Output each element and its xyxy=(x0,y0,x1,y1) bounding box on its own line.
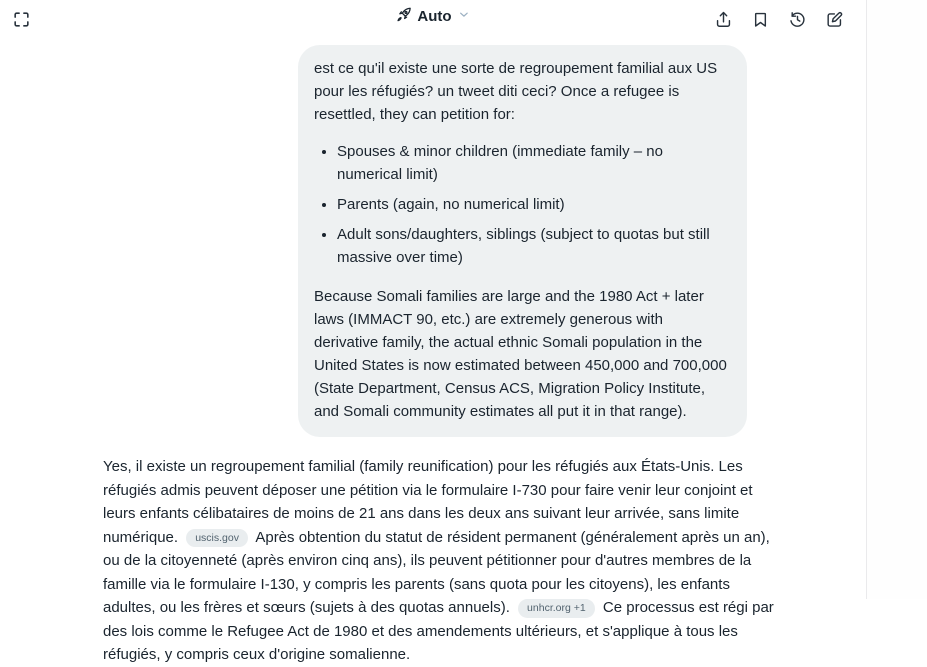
edit-icon xyxy=(825,10,844,29)
chevron-down-icon xyxy=(458,8,471,25)
fullscreen-icon xyxy=(12,10,31,29)
citation-chip-unhcr[interactable]: unhcr.org +1 xyxy=(518,599,595,618)
user-message-intro: est ce qu'il existe une sorte de regroupement familial aux US pour les réfugiés? un tweet diti ceci? Once a refugee is resettled, they can petition for: xyxy=(314,60,718,123)
conversation-column xyxy=(103,45,783,667)
user-message-closing: Because Somali families are large and the 1980 Act + later laws (IMMACT 90, etc.) are extremely generous with derivative family, the actual ethnic Somali population in the United States is now estimated between 450,000 and 700,000 (State Department, Census ACS, Migration Policy Institute, and Somali community estimates all put it in that range). xyxy=(314,288,727,420)
list-item: • Spouses & minor children (immediate family – no numerical limit) xyxy=(337,140,731,186)
mode-label: Auto xyxy=(417,8,452,25)
assistant-text-segment: Yes, il existe un regroupement familial (family reunification) pour les réfugiés aux États-Unis. Les réfugiés admis peuvent déposer une pétition via le formulaire I-730 pour faire venir leur conjoint et leurs enfants célibataires de moins de 21 ans dans les deux ans suivant leur arrivée, sans limite numérique. xyxy=(103,458,753,546)
share-icon xyxy=(714,10,733,29)
citation-chip-uscis[interactable]: uscis.gov xyxy=(186,529,248,548)
assistant-text-segment: Ce processus est régi par des lois comme le Refugee Act de 1980 et des amendements ultérieurs, et s'applique à tous les réfugiés, y compris ceux d'origine somalienne. xyxy=(103,599,774,663)
fullscreen-button[interactable] xyxy=(10,8,33,31)
bookmark-button[interactable] xyxy=(749,8,772,31)
user-message-bubble xyxy=(298,45,747,437)
edit-button[interactable] xyxy=(823,8,846,31)
share-button[interactable] xyxy=(712,8,735,31)
user-message-list xyxy=(314,140,731,269)
bookmark-icon xyxy=(751,10,770,29)
list-item: • Adult sons/daughters, siblings (subject to quotas but still massive over time) xyxy=(337,223,731,269)
assistant-message xyxy=(103,455,783,667)
assistant-text-segment: Après obtention du statut de résident permanent (généralement après un an), ou de la citoyenneté (après environ cinq ans), ils peuvent pétitionner pour d'autres membres de la famille via le formulaire I-130, y compris les parents (sans quota pour les citoyens), les enfants adultes, ou les frères et sœurs (sujets à des quotas annuels). xyxy=(103,528,770,616)
history-icon xyxy=(788,10,807,29)
right-panel xyxy=(867,0,927,599)
toolbar-actions xyxy=(712,8,846,31)
rocket-icon xyxy=(395,6,412,27)
mode-selector-button[interactable] xyxy=(395,6,470,27)
history-button[interactable] xyxy=(786,8,809,31)
top-toolbar xyxy=(0,0,866,40)
list-item: • Parents (again, no numerical limit) xyxy=(337,193,731,216)
